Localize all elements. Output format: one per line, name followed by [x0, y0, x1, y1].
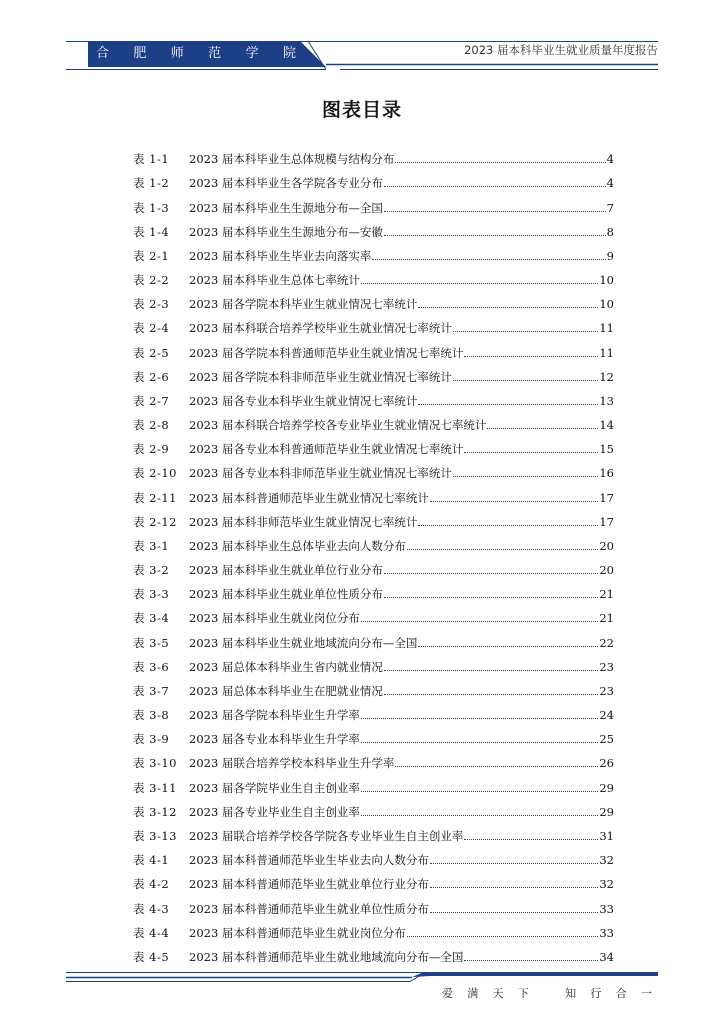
toc-entry-page: 4 [606, 176, 614, 191]
toc-entry-label: 表 2-3 [133, 297, 170, 312]
school-name: 合 肥 师 范 学 院 [96, 46, 296, 61]
toc-entry-label: 表 2-4 [133, 321, 170, 336]
toc-entry-label: 表 1-2 [133, 176, 170, 191]
toc-entry-label: 表 1-3 [133, 200, 170, 215]
toc-entry-title: 2023 届各学院本科非师范毕业生就业情况七率统计 [189, 369, 452, 384]
toc-entry-page: 8 [606, 224, 614, 239]
toc-entry-page: 11 [599, 321, 614, 336]
toc-entry-label: 表 3-4 [133, 611, 170, 626]
toc-entry-page: 32 [599, 877, 614, 892]
toc-entry-label: 表 2-6 [133, 369, 170, 384]
toc-entry-title: 2023 届各学院本科普通师范毕业生就业情况七率统计 [189, 345, 464, 360]
toc-entry-title: 2023 届各学院本科毕业生升学率 [189, 708, 360, 723]
toc-entry-label: 表 3-9 [133, 732, 170, 747]
toc-entry-title: 2023 届各专业本科非师范毕业生就业情况七率统计 [189, 466, 452, 481]
toc-entry-label: 表 4-4 [133, 925, 170, 940]
toc-entry-title: 2023 届本科普通师范毕业生毕业去向人数分布 [189, 853, 429, 868]
toc-entry-page: 31 [599, 828, 614, 843]
toc-entry-page: 20 [599, 538, 614, 553]
toc-entry-title: 2023 届本科毕业生各学院各专业分布 [189, 176, 383, 191]
toc-entry-label: 表 4-5 [133, 949, 170, 964]
toc-entry-title: 2023 届各专业本科毕业生就业情况七率统计 [189, 393, 418, 408]
toc-entry-label: 表 4-1 [133, 853, 170, 868]
toc-entry-page: 22 [599, 635, 614, 650]
toc-entry-page: 21 [599, 611, 614, 626]
toc-entry-page: 24 [599, 708, 614, 723]
toc-entry-label: 表 4-3 [133, 901, 170, 916]
toc-entry-title: 2023 届各学院毕业生自主创业率 [189, 780, 360, 795]
toc-entry-page: 15 [599, 442, 614, 457]
toc-entry-title: 2023 届本科联合培养学校毕业生就业情况七率统计 [189, 321, 452, 336]
toc-entry-page: 17 [599, 514, 614, 529]
toc-entry-page: 14 [599, 418, 614, 433]
toc-entry-title: 2023 届本科非师范毕业生就业情况七率统计 [189, 514, 418, 529]
toc-entry-title: 2023 届本科普通师范毕业生就业岗位分布 [189, 925, 406, 940]
toc-entry-page: 7 [606, 200, 614, 215]
toc-entry-label: 表 1-1 [133, 152, 170, 167]
toc-entry-title: 2023 届总体本科毕业生在肥就业情况 [189, 683, 383, 698]
toc-entry-label: 表 3-8 [133, 708, 170, 723]
toc-entry-page: 32 [599, 853, 614, 868]
toc-entry-page: 11 [599, 345, 614, 360]
toc-entry-page: 12 [599, 369, 614, 384]
toc-entry-label: 表 3-3 [133, 587, 170, 602]
toc-entry-label: 表 2-1 [133, 248, 170, 263]
toc-entry-page: 23 [599, 659, 614, 674]
toc-entry-title: 2023 届本科毕业生就业地域流向分布—全国 [189, 635, 418, 650]
toc-entry-page: 26 [599, 756, 614, 771]
toc-entry-label: 表 3-12 [133, 804, 177, 819]
toc-entry-page: 21 [599, 587, 614, 602]
toc-entry-label: 表 2-10 [133, 466, 177, 481]
toc-entry-title: 2023 届本科毕业生就业单位性质分布 [189, 587, 383, 602]
toc-entry-page: 33 [599, 925, 614, 940]
toc-entry-title: 2023 届本科毕业生总体七率统计 [189, 273, 360, 288]
toc-entry-page: 29 [599, 780, 614, 795]
toc-entry-title: 2023 届本科毕业生总体规模与结构分布 [189, 152, 395, 167]
toc-entry-title: 2023 届联合培养学校各学院各专业毕业生自主创业率 [189, 828, 464, 843]
toc-entry-title: 2023 届本科普通师范毕业生就业情况七率统计 [189, 490, 429, 505]
toc-entry-title: 2023 届本科毕业生生源地分布—全国 [189, 200, 383, 215]
toc-entry-title: 2023 届联合培养学校本科毕业生升学率 [189, 756, 395, 771]
toc-entry-label: 表 3-2 [133, 563, 170, 578]
toc-entry-label: 表 3-13 [133, 828, 177, 843]
toc-entry-page: 4 [606, 152, 614, 167]
toc-entry-label: 表 2-9 [133, 442, 170, 457]
toc-entry-title: 2023 届各学院本科毕业生就业情况七率统计 [189, 297, 418, 312]
toc-entry-title: 2023 届各专业本科毕业生升学率 [189, 732, 360, 747]
toc-entry-title: 2023 届本科毕业生就业岗位分布 [189, 611, 360, 626]
toc-entry-label: 表 3-10 [133, 756, 177, 771]
toc-entry-title: 2023 届总体本科毕业生省内就业情况 [189, 659, 383, 674]
toc-entry-label: 表 1-4 [133, 224, 170, 239]
toc-entry-title: 2023 届本科普通师范毕业生就业单位行业分布 [189, 877, 429, 892]
toc-entry-label: 表 3-5 [133, 635, 170, 650]
toc-entry-title: 2023 届本科普通师范毕业生就业单位性质分布 [189, 901, 429, 916]
toc-entry-label: 表 3-6 [133, 659, 170, 674]
toc-entry-page: 29 [599, 804, 614, 819]
report-title: 2023 届本科毕业生就业质量年度报告 [464, 43, 658, 57]
toc-entry-page: 10 [599, 273, 614, 288]
toc-entry-title: 2023 届本科普通师范毕业生就业地域流向分布—全国 [189, 949, 464, 964]
toc-entry-label: 表 2-5 [133, 345, 170, 360]
toc-entry-label: 表 2-8 [133, 418, 170, 433]
toc-entry-page: 25 [599, 732, 614, 747]
toc-entry-label: 表 2-11 [133, 490, 177, 505]
toc-entry-label: 表 2-2 [133, 273, 170, 288]
toc-entry-label: 表 3-11 [133, 780, 177, 795]
toc-entry-title: 2023 届本科联合培养学校各专业毕业生就业情况七率统计 [189, 418, 487, 433]
toc-entry-title: 2023 届本科毕业生毕业去向落实率 [189, 248, 372, 263]
toc-entry-label: 表 2-7 [133, 393, 170, 408]
toc-entry-page: 9 [606, 248, 614, 263]
toc-entry-page: 34 [599, 949, 614, 964]
toc-entry-label: 表 4-2 [133, 877, 170, 892]
toc-entry-title: 2023 届各专业毕业生自主创业率 [189, 804, 360, 819]
toc-entry-title: 2023 届本科毕业生生源地分布—安徽 [189, 224, 383, 239]
toc-entry-title: 2023 届本科毕业生就业单位行业分布 [189, 563, 383, 578]
toc-entry-page: 10 [599, 297, 614, 312]
toc-entry-page: 33 [599, 901, 614, 916]
toc-entry-page: 23 [599, 683, 614, 698]
toc-entry-label: 表 3-7 [133, 683, 170, 698]
toc-entry-page: 13 [599, 393, 614, 408]
toc-entry-label: 表 3-1 [133, 538, 170, 553]
page-title: 图表目录 [321, 99, 402, 121]
footer-slogan: 爱 满 天 下 知 行 合 一 [442, 987, 652, 1000]
toc-entry-page: 16 [599, 466, 614, 481]
toc-entry-label: 表 2-12 [133, 514, 177, 529]
toc-entry-page: 20 [599, 563, 614, 578]
toc-entry-title: 2023 届各专业本科普通师范毕业生就业情况七率统计 [189, 442, 464, 457]
toc-entry-page: 17 [599, 490, 614, 505]
toc-entry-title: 2023 届本科毕业生总体毕业去向人数分布 [189, 538, 406, 553]
